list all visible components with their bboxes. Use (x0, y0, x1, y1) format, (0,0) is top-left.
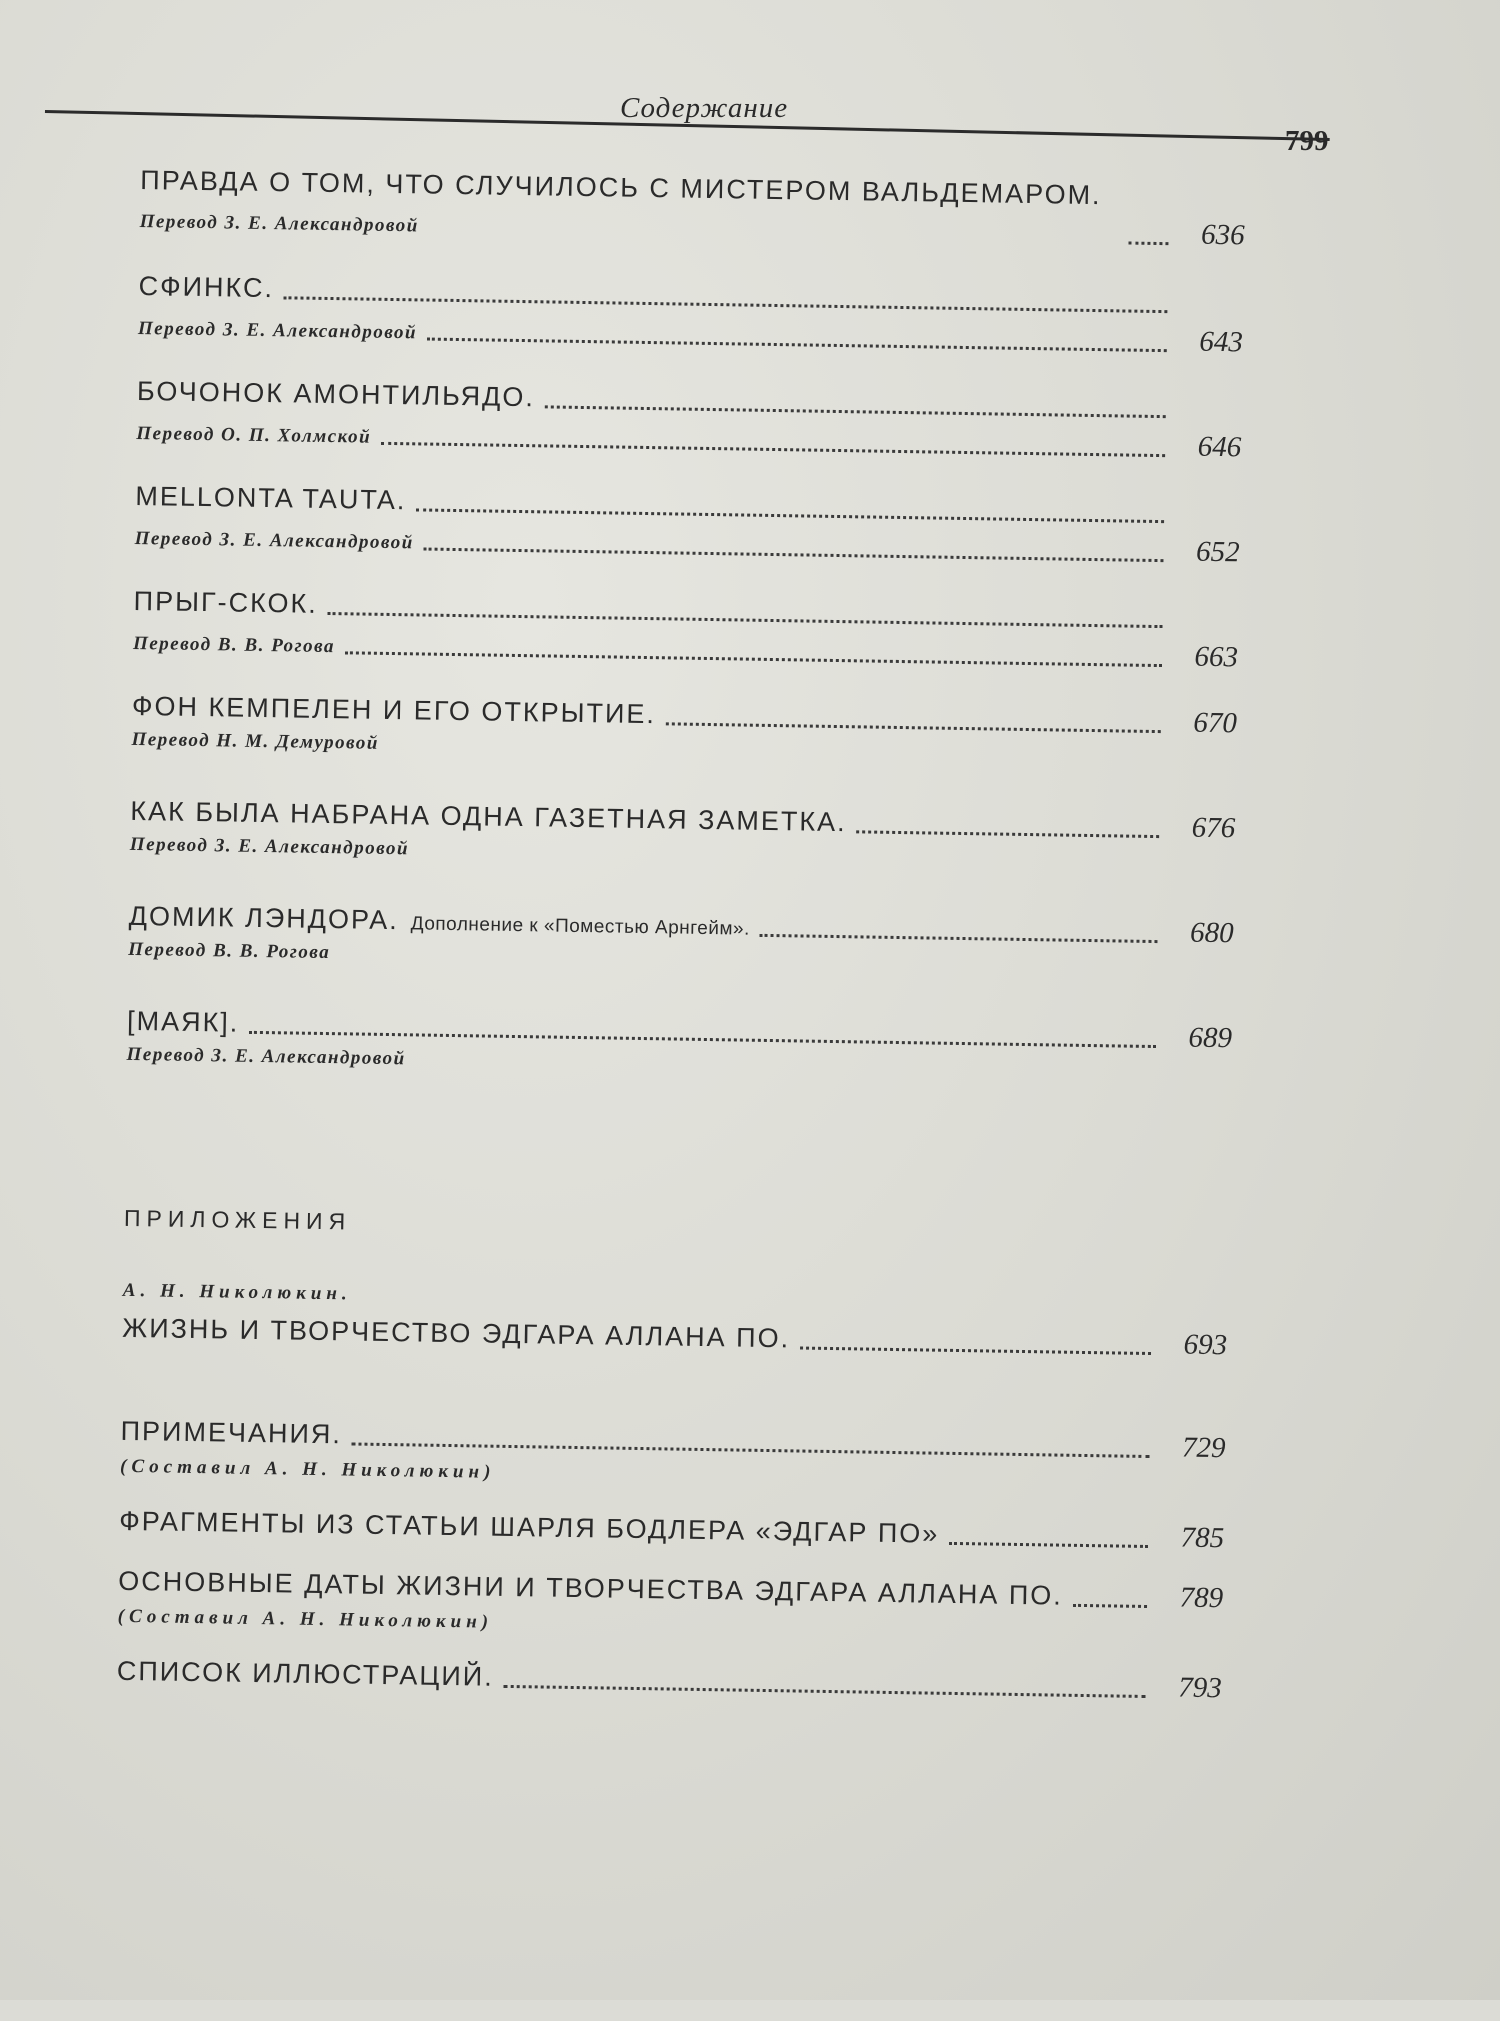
entry-title: ЖИЗНЬ И ТВОРЧЕСТВО ЭДГАРА АЛЛАНА ПО. (122, 1312, 791, 1354)
toc-entry (131, 690, 1237, 768)
appendix-entry (122, 1280, 1228, 1362)
entry-translator: Перевод В. В. Рогова (128, 938, 331, 964)
entry-title: СПИСОК ИЛЛЮСТРАЦИЙ. (116, 1655, 494, 1692)
dot-leader (427, 338, 1167, 353)
entry-translator: Перевод Н. М. Демуровой (131, 728, 380, 754)
entry-translator: Перевод З. Е. Александровой (129, 833, 410, 860)
toc-entry (138, 270, 1244, 359)
entry-title: [МАЯК]. (126, 1005, 240, 1038)
entry-subtitle: Дополнение к «Поместью Арнгейм». (410, 913, 751, 940)
dot-leader (284, 296, 1168, 313)
entry-page-number: 670 (1193, 706, 1238, 740)
entry-title: ФРАГМЕНТЫ ИЗ СТАТЬИ ШАРЛЯ БОДЛЕРА «ЭДГАР ПО» (119, 1505, 940, 1549)
entry-translator: Перевод З. Е. Александровой (137, 317, 418, 344)
dot-leader (345, 651, 1162, 667)
dot-leader (760, 934, 1158, 943)
dot-leader (545, 405, 1166, 418)
toc-entry (128, 900, 1234, 978)
entry-page-number: 693 (1183, 1328, 1228, 1362)
entry-page-number: 729 (1181, 1431, 1226, 1465)
dot-leader (424, 547, 1164, 562)
dot-leader (800, 1347, 1151, 1356)
entry-page-number: 793 (1178, 1671, 1223, 1705)
entry-title: MELLONTA TAUTA. (135, 480, 407, 516)
dot-leader (504, 1685, 1146, 1698)
toc-entry (139, 165, 1245, 252)
entry-page-number: 676 (1191, 811, 1236, 845)
entry-title: ПРЫГ-СКОК. (133, 585, 319, 619)
entry-title: ОСНОВНЫЕ ДАТЫ ЖИЗНИ И ТВОРЧЕСТВА ЭДГАРА АЛЛАНА ПО. (118, 1565, 1064, 1611)
toc-entry (133, 585, 1239, 674)
dot-leader (381, 442, 1165, 457)
dot-leader (1073, 1604, 1147, 1608)
entry-author: А. Н. Николюкин. (122, 1279, 352, 1305)
toc-entry (130, 795, 1236, 873)
entry-title: ФОН КЕМПЕЛЕН И ЕГО ОТКРЫТИЕ. (131, 690, 657, 730)
entry-title: ПРАВДА О ТОМ, ЧТО СЛУЧИЛОСЬ С МИСТЕРОМ ВАЛЬДЕМАРОМ. (140, 165, 1102, 211)
running-header-title: Содержание (620, 92, 789, 124)
entry-title: ДОМИК ЛЭНДОРА. (128, 900, 400, 936)
entry-page-number: 663 (1194, 640, 1239, 674)
entry-page-number: 785 (1180, 1521, 1225, 1555)
toc-entry (136, 375, 1242, 464)
dot-leader (352, 1442, 1150, 1458)
dot-leader (328, 612, 1163, 628)
entry-translator: Перевод О. П. Холмской (136, 422, 372, 448)
entry-page-number: 652 (1195, 535, 1240, 569)
entry-translator: Перевод З. Е. Александровой (134, 527, 414, 554)
dot-leader (416, 508, 1164, 523)
entry-page-number: 789 (1179, 1581, 1224, 1615)
entry-page-number: 636 (1200, 218, 1245, 252)
dot-leader (666, 722, 1161, 733)
entry-translator: Перевод З. Е. Александровой (126, 1043, 406, 1070)
appendix-entry (117, 1655, 1222, 1705)
appendix-entry (120, 1415, 1226, 1495)
dot-leader (1128, 242, 1168, 246)
entry-title: ПРИМЕЧАНИЯ. (120, 1415, 343, 1450)
appendix-entry (118, 1565, 1224, 1645)
toc-entry (126, 1005, 1232, 1083)
page-number: 799 (1285, 125, 1329, 157)
dot-leader (949, 1542, 1148, 1548)
entry-page-number: 643 (1199, 325, 1244, 359)
entry-translator: Перевод В. В. Рогова (132, 632, 336, 658)
entry-title: КАК БЫЛА НАБРАНА ОДНА ГАЗЕТНАЯ ЗАМЕТКА. (130, 795, 847, 838)
entry-compiler: (Составил А. Н. Николюкин) (117, 1605, 494, 1633)
dot-leader (856, 830, 1159, 838)
entry-title: БОЧОНОК АМОНТИЛЬЯДО. (136, 375, 536, 413)
entry-title: СФИНКС. (138, 270, 275, 304)
entry-page-number: 689 (1188, 1021, 1233, 1055)
entry-translator: Перевод З. Е. Александровой (139, 210, 419, 237)
appendix-entry (119, 1505, 1224, 1555)
appendix-heading: ПРИЛОЖЕНИЯ (123, 1204, 352, 1235)
entry-compiler: (Составил А. Н. Николюкин) (119, 1455, 496, 1483)
entry-page-number: 646 (1197, 430, 1242, 464)
dot-leader (249, 1031, 1156, 1048)
toc-entry (134, 480, 1240, 569)
entry-page-number: 680 (1189, 916, 1234, 950)
